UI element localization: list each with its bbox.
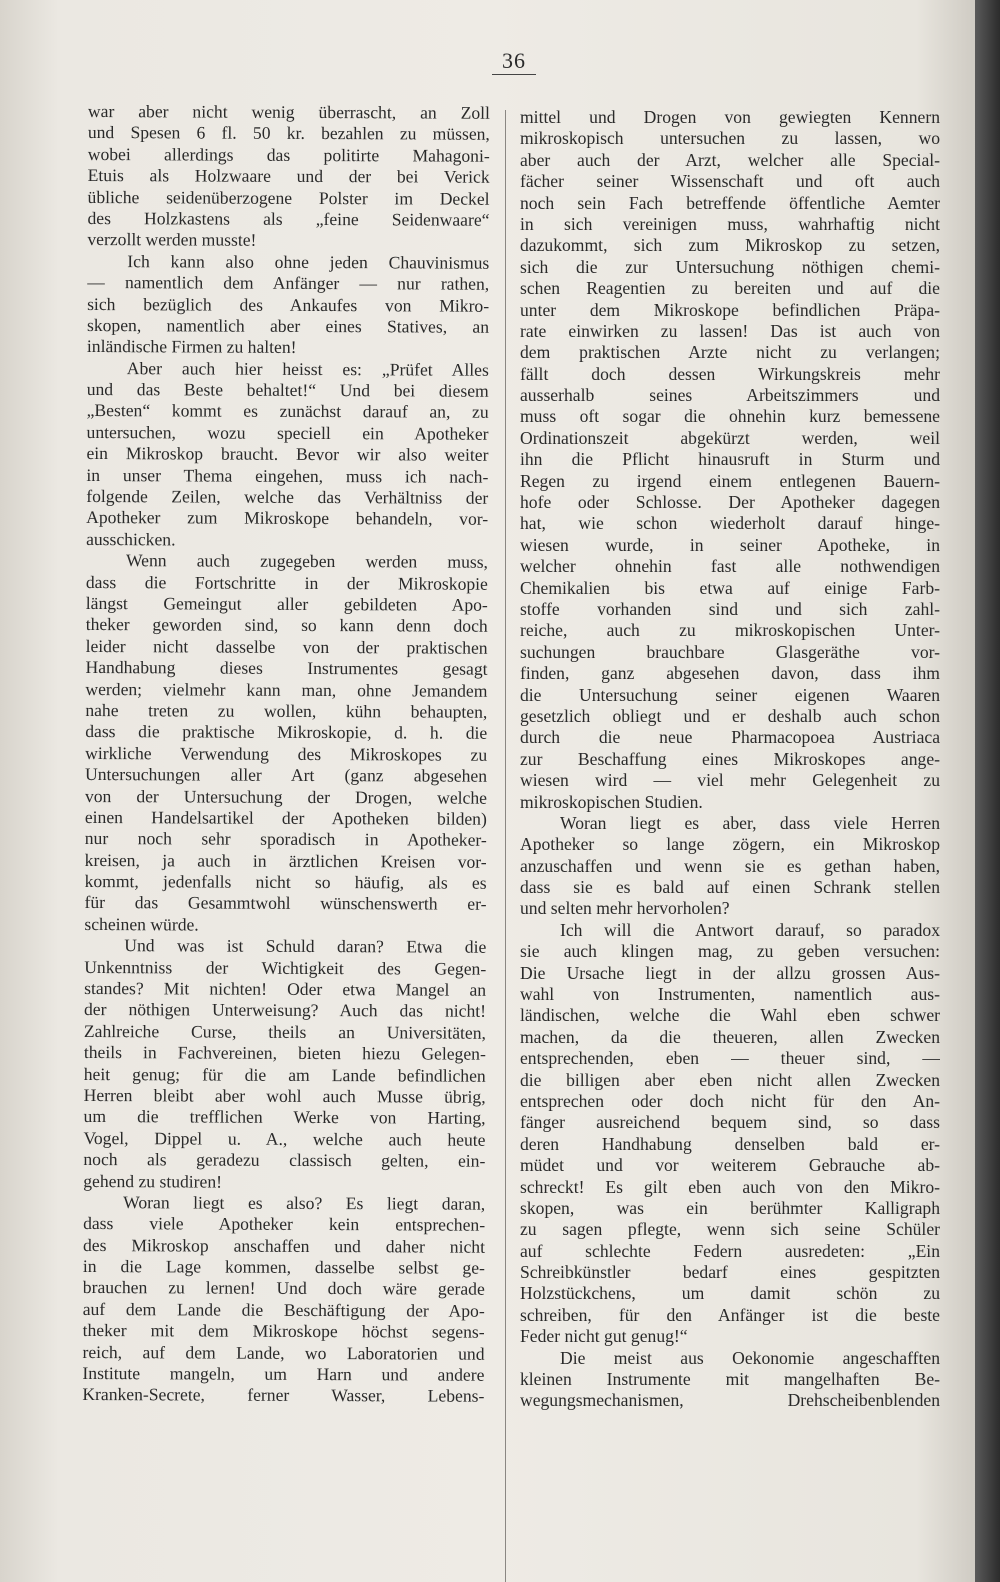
text-line: suchungen brauchbare Glasgeräthe vor- bbox=[520, 641, 940, 662]
text-line: skopen, namentlich aber eines Statives, an bbox=[86, 314, 490, 337]
text-line: und Spesen 6 fl. 50 kr. bezahlen zu müssen, bbox=[87, 122, 490, 145]
text-line: zur Beschaffung eines Mikroskopes ange- bbox=[520, 748, 940, 769]
text-line: Schreibkünstler bedarf eines gespitzten bbox=[520, 1262, 940, 1283]
page-edge-shadow bbox=[975, 0, 1000, 1582]
text-line: Apotheker so lange zögern, ein Mikroskop bbox=[520, 834, 940, 855]
text-line: fänger ausreichend bequem sind, so dass bbox=[520, 1112, 940, 1133]
text-line: auf schlechte Federn ausredeten: „Ein bbox=[520, 1240, 940, 1261]
text-line: Ich kann also ohne jeden Chauvinismus bbox=[127, 250, 490, 273]
text-line: Die meist aus Oekonomie angeschafften bbox=[560, 1347, 940, 1368]
column-divider bbox=[505, 110, 506, 1582]
text-line: deren Handhabung denselben bald er- bbox=[520, 1133, 940, 1154]
text-line: Unkenntniss der Wichtigkeit des Gegen- bbox=[84, 956, 487, 979]
text-line: dass viele Apotheker kein entsprechen- bbox=[83, 1213, 486, 1236]
text-line: ausschicken. bbox=[86, 528, 176, 550]
text-line: stoffe vorhanden sind und sich zahl- bbox=[520, 598, 940, 619]
text-line: Und was ist Schuld daran? Etwa die bbox=[124, 935, 487, 957]
text-line: Aber auch hier heisst es: „Prüfet Alles bbox=[126, 357, 489, 380]
text-line: auf dem Lande die Beschäftigung der Apo- bbox=[82, 1298, 485, 1321]
text-line: werden; vielmehr kann man, ohne Jemandem bbox=[85, 678, 488, 701]
page-number: 36 bbox=[492, 48, 536, 75]
text-line: nahe treten zu wollen, kühn behaupten, bbox=[85, 699, 488, 722]
text-line: anzuschaffen und wenn sie es gethan haben, bbox=[520, 855, 940, 876]
text-line: ein Mikroskop braucht. Bevor wir also weiter bbox=[86, 443, 489, 466]
text-line: kleinen Instrumente mit mangelhaften Be- bbox=[520, 1369, 940, 1390]
text-line: kommt, jedenfalls nicht so häufig, als es bbox=[84, 871, 487, 893]
text-line: sich die zur Untersuchung nöthigen chemi- bbox=[520, 256, 940, 277]
text-line: unter dem Mikroskope befindlichen Präpa- bbox=[520, 299, 940, 320]
text-line: reiche, auch zu mikroskopischen Unter- bbox=[520, 620, 940, 641]
text-line: — namentlich dem Anfänger — nur rathen, bbox=[87, 272, 490, 294]
text-line: die billigen aber eben nicht allen Zwecken bbox=[520, 1069, 940, 1090]
text-line: verzollt werden musste! bbox=[87, 229, 257, 251]
text-line: für das Gesammtwohl wünschenswerth er- bbox=[84, 892, 487, 915]
text-line: Feder nicht gut genug!“ bbox=[520, 1326, 688, 1347]
text-line: mikroskopisch untersuchen zu lassen, wo bbox=[520, 128, 940, 149]
text-line: noch als geradezu classisch gelten, ein- bbox=[83, 1149, 486, 1171]
text-line: die Untersuchung seiner eigenen Waaren bbox=[520, 684, 940, 705]
text-line: um die trefflichen Werke von Harting, bbox=[83, 1106, 486, 1129]
text-line: müdet und vor weiterem Gebrauche ab- bbox=[520, 1155, 940, 1176]
text-line: zu sagen pflegte, wenn sich seine Schüler bbox=[520, 1219, 940, 1240]
text-line: hat, wie schon wiederholt darauf hinge- bbox=[520, 513, 940, 534]
text-line: schreiben, für den Anfänger ist die beste bbox=[520, 1304, 940, 1325]
text-line: machen, da die theueren, allen Zwecken bbox=[520, 1026, 940, 1047]
text-line: Chemikalien bis etwa auf einige Farb- bbox=[520, 577, 940, 598]
text-line: Herren bleibt aber wohl auch Musse übrig, bbox=[83, 1084, 486, 1107]
text-line: schreckt! Es gilt eben auch von den Mikro- bbox=[520, 1176, 940, 1197]
text-line: Etuis als Holzwaare und der bei Verick bbox=[87, 165, 490, 187]
text-line: wirkliche Verwendung des Mikroskopes zu bbox=[85, 742, 488, 765]
text-line: reich, auf dem Lande, wo Laboratorien und bbox=[82, 1341, 485, 1364]
text-line: wiesen wird — viel mehr Gelegenheit zu bbox=[520, 770, 940, 791]
text-line: fällt doch dessen Wirkungskreis mehr bbox=[520, 363, 940, 384]
text-line: standes? Mit nichten! Oder etwa Mangel an bbox=[84, 978, 487, 1000]
text-line: Vogel, Dippel u. A., welche auch heute bbox=[83, 1127, 486, 1150]
text-line: und das Beste behaltet!“ Und bei diesem bbox=[86, 379, 489, 401]
text-line: rate einwirken zu lassen! Das ist auch von bbox=[520, 320, 940, 341]
text-line: der nöthigen Unterweisung? Auch das nicht! bbox=[83, 999, 487, 1022]
text-line: ihn die Pflicht hinausruft in Sturm und bbox=[520, 449, 940, 470]
text-line: untersuchen, wozu speciell ein Apotheker bbox=[86, 421, 489, 444]
right-column bbox=[520, 107, 940, 1412]
text-line: mittel und Drogen von gewiegten Kennern bbox=[520, 107, 940, 127]
text-line: inländische Firmen zu halten! bbox=[86, 336, 297, 358]
text-line: finden, ganz abgesehen davon, dass ihm bbox=[520, 663, 940, 684]
text-line: und selten mehr hervorholen? bbox=[520, 898, 730, 919]
text-line: heit genug; für die am Lande befindlichen bbox=[83, 1063, 486, 1086]
text-line: gesetzlich obliegt und er deshalb auch schon bbox=[520, 705, 940, 726]
text-line: dass die Fortschritte in der Mikroskopie bbox=[85, 571, 488, 594]
text-line: welcher ohnehin fast alle nothwendigen bbox=[520, 556, 940, 577]
text-line: war aber nicht wenig überrascht, an Zoll bbox=[87, 101, 490, 123]
text-line: des Mikroskop anschaffen und daher nicht bbox=[82, 1234, 486, 1257]
text-line: wahl von Instrumenten, namentlich aus- bbox=[520, 984, 940, 1005]
text-line: dass sie es bald auf einen Schrank stellen bbox=[520, 877, 940, 898]
text-line: muss oft sogar die ohnehin kurz bemessene bbox=[520, 406, 940, 427]
text-line: noch sein Fach betreffende öffentliche Aemter bbox=[520, 192, 940, 213]
text-line: wiesen wurde, in seiner Apotheke, in bbox=[520, 534, 940, 555]
text-line: brauchen zu lernen! Und doch wäre gerade bbox=[82, 1277, 485, 1300]
text-line: einen Handelsartikel der Apotheken bilden) bbox=[84, 806, 487, 829]
text-line: Ich will die Antwort darauf, so paradox bbox=[560, 919, 940, 940]
text-line: von der Untersuchung der Drogen, welche bbox=[84, 785, 488, 808]
text-line: sie auch klingen mag, zu geben versuchen: bbox=[520, 941, 940, 962]
text-line: gehend zu studiren! bbox=[83, 1170, 223, 1192]
text-line: Untersuchungen aller Art (ganz abgesehen bbox=[85, 764, 488, 786]
text-line: wegungsmechanismen, Drehscheibenblenden bbox=[520, 1390, 940, 1411]
text-line: in unser Thema eingehen, muss ich nach- bbox=[86, 464, 489, 487]
text-line: Regen zu irgend einem entlegenen Bauern- bbox=[520, 470, 940, 491]
text-line: übliche seidenüberzogene Polster im Deckel bbox=[87, 186, 490, 209]
text-line: skopen, was ein berühmter Kalligraph bbox=[520, 1197, 940, 1218]
text-line: sich bezüglich des Ankaufes von Mikro- bbox=[87, 293, 490, 316]
text-line: theils in Fachvereinen, bieten hiezu Gelegen- bbox=[83, 1042, 486, 1064]
text-line: aber auch der Arzt, welcher alle Special- bbox=[520, 149, 940, 170]
text-line: leider nicht dasselbe von der praktischen bbox=[85, 635, 488, 658]
text-line: in sich vereinigen muss, wahrhaftig nicht bbox=[520, 213, 940, 234]
text-line: des Holzkastens als „feine Seidenwaare“ bbox=[87, 207, 490, 230]
text-line: in die Lage kommen, dasselbe selbst ge- bbox=[82, 1256, 485, 1278]
text-line: dazukommt, sich zum Mikroskop zu setzen, bbox=[520, 235, 940, 256]
text-line: theker geworden sind, so kann denn doch bbox=[85, 614, 488, 637]
text-line: Wenn auch zugegeben werden muss, bbox=[125, 550, 489, 572]
text-line: Woran liegt es also? Es liegt daran, bbox=[123, 1192, 486, 1214]
text-line: Handhabung dieses Instrumentes gesagt bbox=[85, 657, 488, 679]
text-line: ausserhalb seines Arbeitszimmers und bbox=[520, 385, 940, 406]
text-line: dass die praktische Mikroskopie, d. h. die bbox=[85, 721, 488, 744]
text-line: hofe oder Schlosse. Der Apotheker dagegen bbox=[520, 492, 940, 513]
text-line: längst Gemeingut aller gebildeten Apo- bbox=[85, 592, 488, 615]
text-line: dem praktischen Arzte nicht zu verlangen; bbox=[520, 342, 940, 363]
text-line: theker mit dem Mikroskope höchst segens- bbox=[82, 1320, 485, 1343]
left-column bbox=[82, 101, 490, 1408]
text-line: entsprechenden, eben — theuer sind, — bbox=[520, 1048, 940, 1069]
text-line: Kranken-Secrete, ferner Wasser, Lebens- bbox=[82, 1384, 485, 1407]
text-line: mikroskopischen Studien. bbox=[520, 791, 703, 812]
text-line: schen Reagentien zu bereiten und auf die bbox=[520, 278, 940, 299]
text-line: folgende Zeilen, welche das Verhältniss der bbox=[86, 486, 489, 508]
text-line: Ordinationszeit abgekürzt werden, weil bbox=[520, 427, 940, 448]
text-line: nur noch sehr sporadisch in Apotheker- bbox=[84, 828, 487, 851]
text-line: scheinen würde. bbox=[84, 913, 199, 935]
text-line: Holzstückchens, um damit schön zu bbox=[520, 1283, 940, 1304]
text-line: durch die neue Pharmacopoea Austriaca bbox=[520, 727, 940, 748]
text-line: fächer seiner Wissenschaft und oft auch bbox=[520, 171, 940, 192]
text-line: Woran liegt es aber, dass viele Herren bbox=[560, 812, 940, 833]
text-line: ländischen, welche die Wahl eben schwer bbox=[520, 1005, 940, 1026]
text-line: „Besten“ kommt es zunächst darauf an, zu bbox=[86, 400, 489, 423]
text-line: Institute mangeln, um Harn und andere bbox=[82, 1363, 485, 1385]
text-line: Zahlreiche Curse, theils an Universitäten, bbox=[83, 1020, 486, 1043]
text-line: Die Ursache liegt in der allzu grossen Aus- bbox=[520, 962, 940, 983]
text-line: kreisen, ja auch in ärztlichen Kreisen vor- bbox=[84, 849, 487, 872]
text-line: Apotheker zum Mikroskope behandeln, vor- bbox=[86, 507, 489, 530]
text-line: wobei allerdings das politirte Mahagoni- bbox=[87, 143, 490, 166]
text-line: entsprechen oder doch nicht für den An- bbox=[520, 1090, 940, 1111]
